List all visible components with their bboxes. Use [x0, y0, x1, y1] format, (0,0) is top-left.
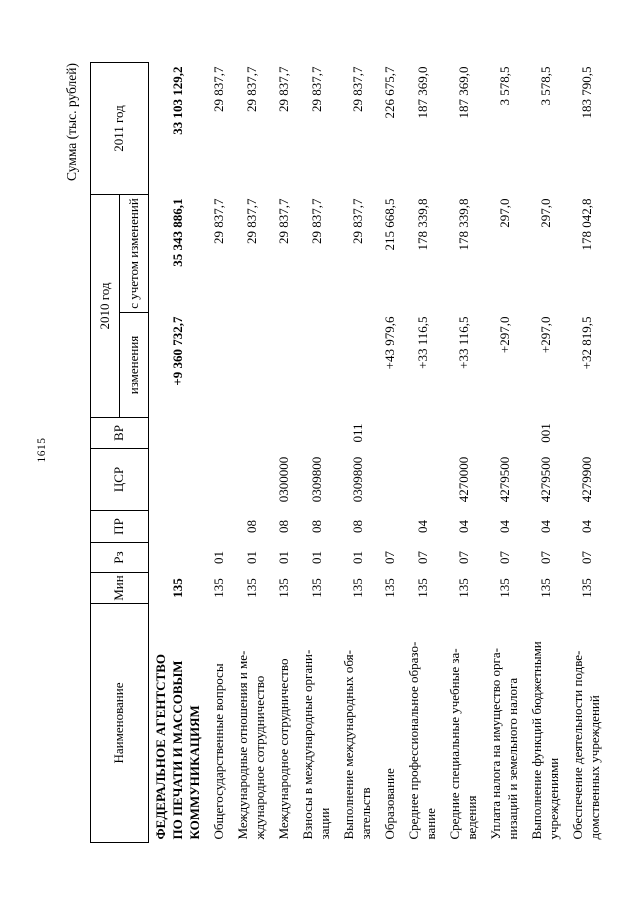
cell-pr: 04	[455, 520, 471, 533]
table-row	[381, 63, 405, 843]
cell-min: 135	[211, 578, 226, 598]
row-name-line: ПО ПЕЧАТИ И МАССОВЫМ	[170, 660, 185, 840]
cell-with-changes-2010: 29 837,7	[211, 198, 226, 244]
cell-change-2010: +32 819,5	[578, 316, 594, 370]
table-row	[234, 63, 275, 843]
cell-vr: 011	[349, 423, 365, 443]
cell-pr: 04	[414, 520, 430, 533]
table-row	[210, 63, 234, 843]
cell-vr	[275, 418, 299, 449]
row-name-line: Средние специальные учебные за-	[447, 648, 462, 840]
row-name	[234, 604, 275, 843]
row-name	[487, 604, 528, 843]
cell-with-changes-2010: 29 837,7	[276, 198, 291, 244]
row-name	[446, 604, 487, 843]
row-name	[569, 604, 610, 843]
cell-2011: 29 837,7	[349, 66, 365, 112]
cell-pr	[149, 511, 211, 543]
header-changes: изменения	[120, 313, 149, 418]
row-name-line: Выполнение международных обя-	[341, 650, 356, 840]
cell-vr	[569, 418, 610, 449]
page-number: 1615	[36, 437, 48, 463]
cell-2011: 29 837,7	[308, 66, 324, 112]
cell-rz: 01	[243, 551, 259, 564]
cell-with-changes-2010: 35 343 886,1	[170, 198, 185, 267]
cell-with-changes-2010: 178 042,8	[578, 198, 594, 251]
header-min: Мин	[91, 573, 149, 604]
cell-csr	[381, 449, 405, 511]
cell-with-changes-2010: 297,0	[496, 198, 512, 228]
cell-csr: 0309800	[308, 456, 324, 503]
cell-min: 135	[537, 578, 553, 598]
row-name-line: Выполнение функций бюджетными	[529, 641, 544, 840]
cell-vr	[487, 418, 528, 449]
header-2011: 2011 год	[91, 63, 149, 195]
cell-2011: 187 369,0	[455, 66, 471, 119]
cell-csr: 0300000	[276, 456, 291, 503]
table-row	[528, 63, 569, 843]
row-name-line: ФЕДЕРАЛЬНОЕ АГЕНТСТВО	[153, 654, 168, 840]
cell-min: 135	[578, 578, 594, 598]
cell-change-2010	[340, 313, 381, 418]
cell-csr: 4279500	[496, 456, 512, 503]
cell-pr: 08	[349, 520, 365, 533]
cell-csr	[405, 449, 446, 511]
header-with-changes: с учетом изменений	[120, 195, 149, 313]
cell-rz: 01	[276, 551, 291, 564]
cell-csr: 4270000	[455, 456, 471, 503]
row-name-line: ждународное сотрудничество	[252, 675, 267, 840]
row-name-line: Международное сотрудничество	[276, 658, 291, 840]
row-name	[381, 604, 405, 843]
cell-with-changes-2010: 29 837,7	[349, 198, 365, 244]
cell-pr: 08	[276, 520, 291, 533]
cell-pr: 04	[537, 520, 553, 533]
cell-change-2010: +297,0	[496, 316, 512, 354]
cell-2011: 29 837,7	[211, 66, 226, 112]
cell-rz: 07	[496, 551, 512, 564]
cell-pr: 08	[308, 520, 324, 533]
cell-min: 135	[414, 578, 430, 598]
row-name-line: Среднее профессиональное образо-	[406, 641, 421, 840]
cell-vr	[446, 418, 487, 449]
cell-2011: 187 369,0	[414, 66, 430, 119]
cell-change-2010: +33 116,5	[414, 316, 430, 369]
cell-2011: 3 578,5	[496, 66, 512, 106]
table-header	[91, 63, 149, 843]
row-name-line: учреждениями	[546, 757, 561, 840]
row-name-line: ведения	[464, 795, 479, 840]
cell-change-2010: +297,0	[537, 316, 553, 354]
row-name-line: КОММУНИКАЦИЯМ	[187, 705, 202, 840]
amount-caption: Сумма (тыс. рублей)	[64, 63, 79, 181]
row-name	[275, 604, 299, 843]
cell-2011: 29 837,7	[243, 66, 259, 112]
cell-csr: 0309800	[349, 456, 365, 503]
row-name-line: домственных учреждений	[587, 695, 602, 840]
cell-change-2010	[275, 313, 299, 418]
cell-with-changes-2010: 29 837,7	[308, 198, 324, 244]
row-name-line: низаций и земельного налога	[505, 677, 520, 840]
header-pr: ПР	[91, 511, 149, 543]
row-name	[405, 604, 446, 843]
table-row	[149, 63, 211, 843]
cell-rz: 01	[349, 551, 365, 564]
cell-min: 135	[349, 578, 365, 598]
row-name-line: Обеспечение деятельности подве-	[570, 650, 585, 840]
cell-vr	[149, 418, 211, 449]
cell-csr	[234, 449, 275, 511]
cell-rz: 07	[382, 551, 397, 564]
cell-min: 135	[308, 578, 324, 598]
cell-min: 135	[170, 578, 185, 598]
table-body	[149, 63, 611, 843]
cell-min: 135	[382, 578, 397, 598]
table-row	[275, 63, 299, 843]
table-row	[487, 63, 528, 843]
cell-rz	[149, 543, 211, 573]
header-row-top	[91, 63, 120, 843]
cell-change-2010: +33 116,5	[455, 316, 471, 369]
row-name-line: Уплата налога на имущество орга-	[488, 648, 503, 840]
cell-pr: 04	[496, 520, 512, 533]
header-csr: ЦСР	[91, 449, 149, 511]
header-2010-group: 2010 год	[91, 195, 120, 418]
cell-vr	[210, 418, 234, 449]
cell-csr	[210, 449, 234, 511]
cell-vr: 001	[537, 423, 553, 443]
row-name-line: Международные отношения и ме-	[235, 650, 250, 840]
table-row	[340, 63, 381, 843]
row-name-line: вание	[423, 808, 438, 840]
cell-vr	[234, 418, 275, 449]
row-name	[299, 604, 340, 843]
cell-min: 135	[455, 578, 471, 598]
cell-change-2010	[234, 313, 275, 418]
cell-rz: 01	[308, 551, 324, 564]
cell-csr: 4279900	[578, 456, 594, 503]
cell-with-changes-2010: 215 668,5	[382, 198, 397, 251]
table-row	[446, 63, 487, 843]
cell-rz: 07	[537, 551, 553, 564]
cell-2011: 226 675,7	[382, 66, 397, 119]
cell-with-changes-2010: 178 339,8	[414, 198, 430, 251]
row-name	[210, 604, 234, 843]
cell-2011: 183 790,5	[578, 66, 594, 119]
cell-2011: 29 837,7	[276, 66, 291, 112]
cell-pr	[381, 511, 405, 543]
cell-vr	[381, 418, 405, 449]
cell-min: 135	[496, 578, 512, 598]
row-name-line: Образование	[382, 768, 397, 840]
cell-vr	[405, 418, 446, 449]
table-row	[405, 63, 446, 843]
cell-pr	[210, 511, 234, 543]
cell-change-2010	[299, 313, 340, 418]
table-row	[569, 63, 610, 843]
cell-pr: 04	[578, 520, 594, 533]
table-row	[299, 63, 340, 843]
cell-with-changes-2010: 29 837,7	[243, 198, 259, 244]
cell-vr	[299, 418, 340, 449]
cell-rz: 07	[578, 551, 594, 564]
cell-with-changes-2010: 297,0	[537, 198, 553, 228]
row-name-line: зации	[317, 807, 332, 840]
cell-change-2010	[210, 313, 234, 418]
cell-csr: 4279500	[537, 456, 553, 503]
cell-2011: 33 103 129,2	[170, 66, 185, 135]
cell-rz: 07	[414, 551, 430, 564]
budget-table	[90, 62, 610, 843]
cell-change-2010: +9 360 732,7	[170, 316, 185, 386]
row-name-line: Общегосударственные вопросы	[211, 663, 226, 840]
cell-csr	[149, 449, 211, 511]
row-name	[340, 604, 381, 843]
cell-2011: 3 578,5	[537, 66, 553, 106]
cell-min: 135	[276, 578, 291, 598]
row-name	[149, 604, 211, 843]
row-name-line: зательств	[358, 787, 373, 840]
cell-rz: 01	[211, 551, 226, 564]
row-name	[528, 604, 569, 843]
header-vr: ВР	[91, 418, 149, 449]
cell-rz: 07	[455, 551, 471, 564]
header-name: Наименование	[91, 604, 149, 843]
cell-with-changes-2010: 178 339,8	[455, 198, 471, 251]
cell-pr: 08	[243, 520, 259, 533]
cell-change-2010: +43 979,6	[382, 316, 397, 370]
row-name-line: Взносы в международные органи-	[300, 649, 315, 840]
cell-min: 135	[243, 578, 259, 598]
header-rz: Рз	[91, 543, 149, 573]
